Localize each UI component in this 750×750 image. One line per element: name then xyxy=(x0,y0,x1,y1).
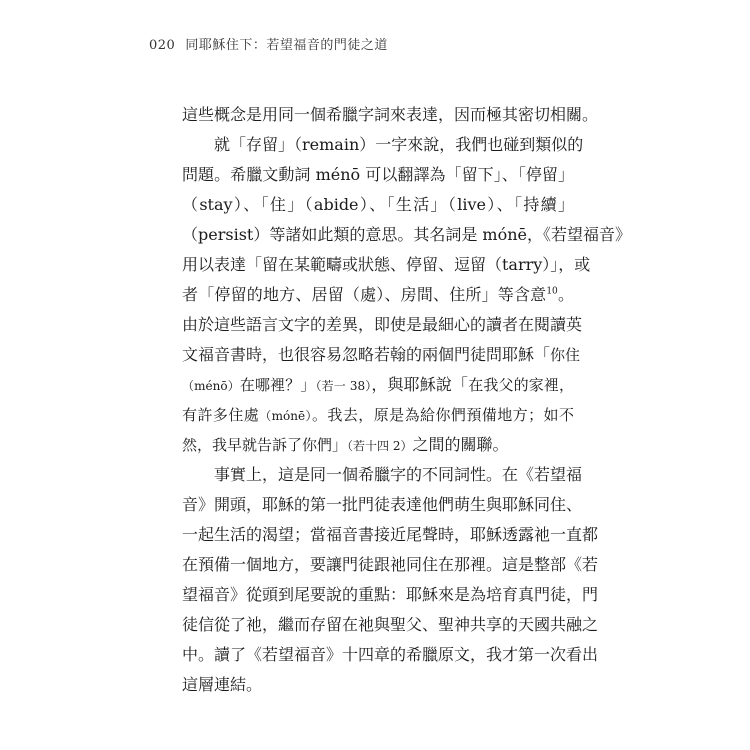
text-segment: 之間的關聯。 xyxy=(412,435,509,454)
text-line: 音》開頭，耶穌的第一批門徒表達他們萌生與耶穌同住、 xyxy=(182,495,583,514)
greek-term: （ménō） xyxy=(182,379,240,393)
text-line: 望福音》從頭到尾要說的重點：耶穌來是為培育真門徒，門 xyxy=(182,585,599,604)
scripture-reference: （若一 38） xyxy=(315,379,372,393)
quote-segment: 有許多 xyxy=(182,406,229,424)
quote-segment: 在我父的家裡， xyxy=(468,376,574,394)
scripture-reference: （若十四 2） xyxy=(347,439,413,453)
quote-segment: 然，我早就告訴了你們」 xyxy=(182,436,348,454)
text-line: 在預備一個地方，要讓門徒跟祂同住在那裡。這是整部《若 xyxy=(182,555,599,574)
text-segment: 文福音書時，也很容易忽略若翰的兩個門徒問耶穌「 xyxy=(182,345,551,364)
page-number: 020 xyxy=(149,38,176,53)
text-line xyxy=(182,430,574,460)
text-line: 中。讀了《若望福音》十四章的希臘原文，我才第一次看出 xyxy=(182,645,599,664)
text-line: 用以表達「留在某範疇或狀態、停留、逗留（tarry）」，或 xyxy=(182,255,591,274)
quote-segment: 。我去，原是為給你們預備地方；如不 xyxy=(311,406,574,424)
text-line xyxy=(182,280,574,310)
text-line: （stay）、「住」（abide）、「生活」（live）、「持續」 xyxy=(182,195,574,214)
text-line: 事實上，這是同一個希臘字的不同詞性。在《若望福 xyxy=(214,465,583,484)
quote-segment: 你 xyxy=(550,346,566,364)
text-line xyxy=(182,340,581,370)
text-line: 就「存留」（remain）一字來說，我們也碰到類似的 xyxy=(214,135,584,154)
book-title: 同耶穌住下：若望福音的門徒之道 xyxy=(185,38,388,53)
running-header xyxy=(149,34,388,53)
text-line: 問題。希臘文動詞 ménō 可以翻譯為「留下」、「停留」 xyxy=(182,165,574,184)
text-line xyxy=(182,400,574,430)
text-line: 由於這些語言文字的差異，即使是最細心的讀者在閱讀英 xyxy=(182,315,583,334)
text-line: 這層連結。 xyxy=(182,675,263,694)
text-segment: 。 xyxy=(557,285,574,304)
text-line: （persist）等諸如此類的意思。其名詞是 mónē，《若望福音》 xyxy=(182,225,631,244)
body-text xyxy=(182,100,631,700)
emphasis-word: 住 xyxy=(565,346,581,364)
quote-segment: 在哪裡？」 xyxy=(239,376,316,394)
text-line xyxy=(182,370,574,400)
text-segment: 者「停留的地方、居留（處）、房間、住所」等含意 xyxy=(182,285,547,304)
text-line: 徒信從了祂，繼而存留在祂與聖父、聖神共享的天國共融之 xyxy=(182,615,599,634)
text-line: 這些概念是用同一個希臘字詞來表達，因而極其密切相關。 xyxy=(182,105,599,124)
greek-term: （mónē） xyxy=(259,409,312,423)
emphasis-word: 住處 xyxy=(228,406,260,424)
footnote-marker: 10 xyxy=(546,286,558,297)
text-segment: ，與耶穌說「 xyxy=(371,375,469,394)
text-line: 一起生活的渴望；當福音書接近尾聲時，耶穌透露祂一直都 xyxy=(182,525,599,544)
